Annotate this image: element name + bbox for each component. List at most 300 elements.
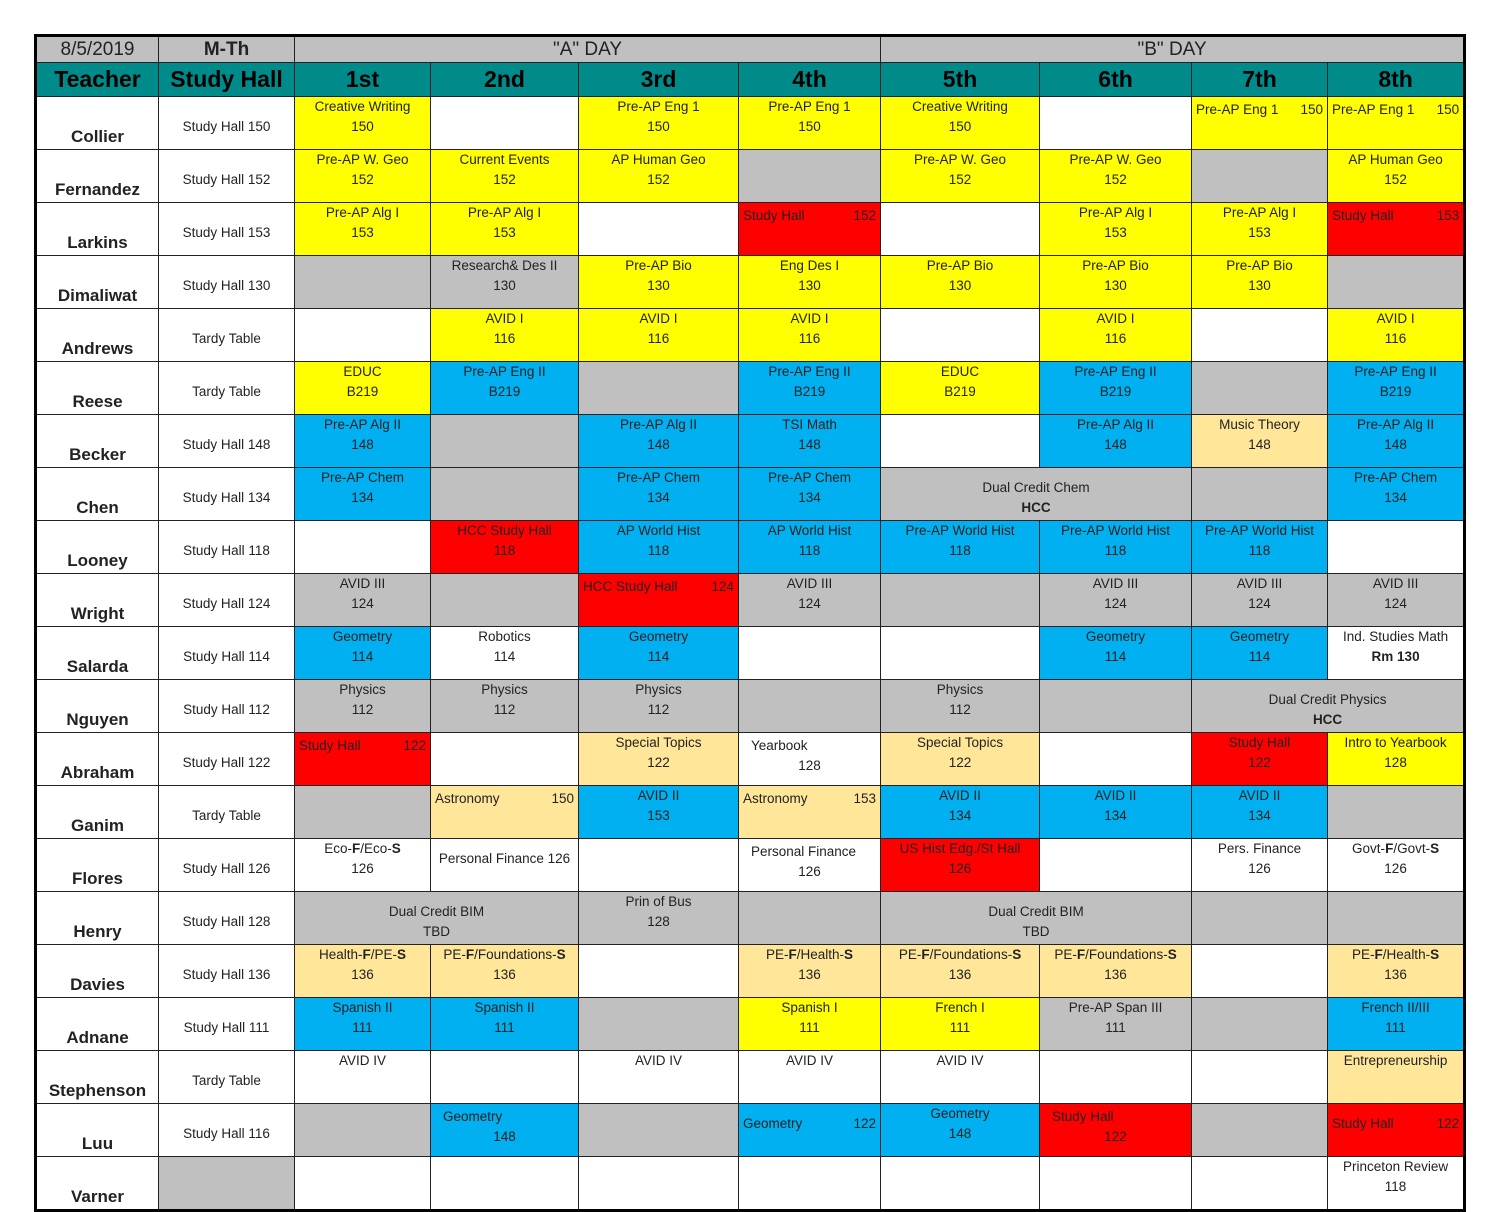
class-name-part: PE- bbox=[765, 947, 789, 962]
room-number: 116 bbox=[647, 331, 670, 346]
class-cell bbox=[1192, 574, 1328, 627]
class-cell bbox=[739, 1104, 881, 1157]
class-cell bbox=[431, 97, 579, 150]
class-cell bbox=[739, 680, 881, 733]
class-name: AVID IV bbox=[338, 1053, 386, 1068]
table-row bbox=[36, 627, 1465, 680]
room-number: 152 bbox=[493, 172, 516, 187]
class-name: Geometry bbox=[930, 1106, 990, 1121]
class-cell bbox=[881, 1157, 1040, 1211]
class-cell-content bbox=[739, 789, 880, 809]
class-name: AVID I bbox=[790, 311, 829, 326]
room-number: 136 bbox=[1384, 967, 1407, 982]
room-number: 122 bbox=[1104, 1129, 1127, 1144]
column-header-row bbox=[36, 63, 1465, 97]
class-cell bbox=[431, 998, 579, 1051]
class-name bbox=[881, 945, 1039, 965]
room-number: 116 bbox=[1384, 331, 1407, 346]
class-cell bbox=[431, 733, 579, 786]
room-number: 150 bbox=[551, 791, 574, 806]
class-name: Pre-AP Eng II bbox=[1074, 364, 1157, 379]
class-name-part: /PE- bbox=[370, 947, 398, 962]
class-name-part: /Health- bbox=[1382, 947, 1431, 962]
class-cell-content bbox=[1040, 521, 1191, 561]
class-cell bbox=[295, 521, 431, 574]
table-row bbox=[36, 415, 1465, 468]
top-header-row bbox=[36, 36, 1465, 63]
class-name: TSI Math bbox=[782, 417, 837, 432]
room-number: 150 bbox=[798, 119, 821, 134]
class-name: Pers. Finance bbox=[1217, 841, 1302, 856]
class-cell bbox=[881, 309, 1040, 362]
room-number: 128 bbox=[647, 914, 670, 929]
room-number: 152 bbox=[1384, 172, 1407, 187]
class-cell bbox=[1328, 415, 1465, 468]
class-cell bbox=[1040, 945, 1192, 998]
class-name: Pre-AP Chem bbox=[616, 470, 701, 485]
room-number: TBD bbox=[423, 924, 450, 939]
class-name: AVID I bbox=[1096, 311, 1135, 326]
class-cell-content bbox=[881, 521, 1039, 561]
class-name: Study Hall bbox=[1332, 208, 1394, 223]
room-number: B219 bbox=[944, 384, 976, 399]
room-number: B219 bbox=[1379, 384, 1412, 399]
study-hall-assignment: Study Hall 152 bbox=[159, 150, 295, 203]
class-cell bbox=[579, 945, 739, 998]
class-name: Prin of Bus bbox=[625, 894, 692, 909]
class-cell bbox=[1192, 1157, 1328, 1211]
class-cell-content bbox=[579, 309, 738, 349]
study-hall-column-header: Study Hall bbox=[159, 63, 295, 97]
class-name: Pre-AP W. Geo bbox=[1069, 152, 1162, 167]
class-cell bbox=[739, 97, 881, 150]
class-cell bbox=[739, 309, 881, 362]
class-cell-content bbox=[579, 150, 738, 190]
class-name bbox=[1328, 839, 1463, 859]
class-cell-content bbox=[1040, 945, 1191, 985]
class-cell bbox=[431, 786, 579, 839]
class-name: HCC Study Hall bbox=[457, 523, 552, 538]
schedule-days: M-Th bbox=[159, 36, 295, 63]
class-cell bbox=[739, 521, 881, 574]
room-number: 148 bbox=[1384, 437, 1407, 452]
class-inline bbox=[739, 789, 880, 809]
room-number: 150 bbox=[1300, 102, 1324, 117]
class-cell-content bbox=[579, 892, 738, 932]
class-name: Study Hall bbox=[299, 738, 361, 753]
class-cell-content bbox=[579, 680, 738, 720]
a-day-header: "A" DAY bbox=[295, 36, 881, 63]
class-name-part: S bbox=[397, 947, 407, 962]
class-cell-content bbox=[881, 945, 1039, 985]
room-number: 111 bbox=[949, 1020, 971, 1035]
class-cell-content bbox=[431, 998, 578, 1038]
class-name-part: S bbox=[391, 841, 401, 856]
class-cell bbox=[1192, 1104, 1328, 1157]
room-number: 130 bbox=[647, 278, 670, 293]
period-header: 2nd bbox=[431, 63, 579, 97]
table-row bbox=[36, 998, 1465, 1051]
room-number: 148 bbox=[351, 437, 374, 452]
class-name-part: F bbox=[465, 947, 475, 962]
class-cell-content bbox=[579, 577, 738, 597]
class-cell bbox=[1192, 97, 1328, 150]
table-row bbox=[36, 839, 1465, 892]
room-number: 128 bbox=[798, 758, 821, 773]
class-cell-content bbox=[881, 733, 1039, 773]
room-number: 130 bbox=[798, 278, 821, 293]
class-name: EDUC bbox=[343, 364, 382, 379]
class-cell-content bbox=[881, 97, 1039, 137]
class-name: Research& Des II bbox=[451, 258, 558, 273]
class-cell bbox=[431, 150, 579, 203]
class-cell-content bbox=[739, 1051, 880, 1071]
class-name: AVID III bbox=[1092, 576, 1139, 591]
class-cell bbox=[1328, 998, 1465, 1051]
class-cell-content bbox=[431, 789, 578, 809]
class-cell bbox=[1192, 203, 1328, 256]
class-cell bbox=[295, 574, 431, 627]
class-cell-content bbox=[579, 415, 738, 455]
class-name: Pre-AP Bio bbox=[1226, 258, 1293, 273]
room-number: 130 bbox=[493, 278, 516, 293]
class-cell-content bbox=[431, 256, 578, 296]
class-name-part: Eco- bbox=[324, 841, 352, 856]
class-name: Pre-AP Alg II bbox=[1077, 417, 1155, 432]
class-name: Pre-AP Bio bbox=[926, 258, 994, 273]
class-name: Astronomy bbox=[435, 791, 500, 806]
class-name: US Hist Edg./St Hall bbox=[899, 841, 1021, 856]
teacher-name: Reese bbox=[36, 362, 159, 415]
class-cell bbox=[1328, 1157, 1465, 1211]
room-number: 124 bbox=[1384, 596, 1407, 611]
class-cell bbox=[739, 574, 881, 627]
room-number: 148 bbox=[798, 437, 821, 452]
study-hall-assignment: Tardy Table bbox=[159, 786, 295, 839]
class-name: AVID I bbox=[639, 311, 678, 326]
class-cell bbox=[1040, 680, 1192, 733]
class-cell bbox=[579, 521, 739, 574]
room-number: 122 bbox=[853, 1116, 877, 1131]
class-name: Pre-AP Alg I bbox=[325, 205, 400, 220]
room-number: 152 bbox=[853, 208, 877, 223]
study-hall-assignment: Study Hall 124 bbox=[159, 574, 295, 627]
class-cell bbox=[739, 203, 881, 256]
class-name-part: F bbox=[351, 841, 361, 856]
class-name: Pre-AP Chem bbox=[768, 470, 852, 485]
class-cell-content bbox=[739, 574, 880, 614]
class-cell bbox=[1328, 1051, 1465, 1104]
table-row bbox=[36, 309, 1465, 362]
room-number: 111 bbox=[1385, 1020, 1406, 1035]
class-cell-content bbox=[295, 945, 430, 985]
class-cell bbox=[579, 786, 739, 839]
class-cell bbox=[295, 892, 579, 945]
class-cell bbox=[579, 1051, 739, 1104]
study-hall-assignment: Study Hall 118 bbox=[159, 521, 295, 574]
class-name: Pre-AP Alg I bbox=[467, 205, 542, 220]
class-inline bbox=[739, 1114, 880, 1134]
class-name-part: /Foundations- bbox=[929, 947, 1013, 962]
teacher-name: Varner bbox=[36, 1157, 159, 1211]
room-number: 130 bbox=[1248, 278, 1271, 293]
class-cell bbox=[1328, 256, 1465, 309]
class-cell bbox=[1328, 574, 1465, 627]
class-cell bbox=[1040, 839, 1192, 892]
room-number: 116 bbox=[798, 331, 821, 346]
teacher-name: Davies bbox=[36, 945, 159, 998]
class-cell-content bbox=[739, 468, 880, 508]
class-cell bbox=[881, 1104, 1040, 1157]
class-name: Study Hall bbox=[1228, 735, 1291, 750]
class-cell-content bbox=[881, 478, 1191, 518]
room-number: 114 bbox=[647, 649, 670, 664]
room-number: 128 bbox=[1384, 755, 1407, 770]
table-row bbox=[36, 362, 1465, 415]
schedule-table bbox=[34, 34, 1466, 1212]
class-name: Dual Credit BIM bbox=[988, 904, 1084, 919]
class-cell bbox=[1192, 945, 1328, 998]
class-name: Geometry bbox=[1085, 629, 1146, 644]
class-name: Pre-AP Chem bbox=[1354, 470, 1438, 485]
class-cell bbox=[739, 256, 881, 309]
class-cell bbox=[579, 256, 739, 309]
class-name-part: S bbox=[556, 947, 566, 962]
class-cell bbox=[579, 892, 739, 945]
table-row bbox=[36, 786, 1465, 839]
class-cell-content bbox=[295, 97, 430, 137]
table-row bbox=[36, 1157, 1465, 1211]
room-number: 126 bbox=[351, 861, 374, 876]
class-name: Pre-AP World Hist bbox=[1205, 523, 1315, 538]
room-number: 134 bbox=[1384, 490, 1407, 505]
class-name: Geometry bbox=[743, 1116, 803, 1131]
class-cell bbox=[295, 945, 431, 998]
class-name-part: /Foundations- bbox=[1085, 947, 1168, 962]
class-name-part: S bbox=[1430, 947, 1440, 962]
class-cell bbox=[1328, 1104, 1465, 1157]
class-name: Dual Credit Chem bbox=[982, 480, 1090, 495]
room-number: 134 bbox=[1248, 808, 1271, 823]
class-cell-content bbox=[881, 256, 1039, 296]
room-number: B219 bbox=[1099, 384, 1132, 399]
study-hall-assignment: Study Hall 136 bbox=[159, 945, 295, 998]
class-name-part: S bbox=[844, 947, 854, 962]
class-cell bbox=[739, 1157, 881, 1211]
class-name: Study Hall bbox=[1332, 1116, 1394, 1131]
room-number: 130 bbox=[948, 278, 972, 293]
class-cell-content bbox=[1328, 627, 1463, 667]
class-name: AVID II bbox=[1094, 788, 1137, 803]
class-cell-content bbox=[1040, 1107, 1191, 1147]
room-number: 136 bbox=[493, 967, 516, 982]
class-name: Pre-AP Alg I bbox=[1222, 205, 1297, 220]
room-number: 116 bbox=[1104, 331, 1127, 346]
class-cell-content bbox=[579, 97, 738, 137]
room-number: 114 bbox=[493, 649, 516, 664]
class-cell-content bbox=[579, 521, 738, 561]
class-name-part: PE- bbox=[898, 947, 922, 962]
class-cell-content bbox=[881, 786, 1039, 826]
study-hall-assignment: Study Hall 148 bbox=[159, 415, 295, 468]
room-number: 126 bbox=[1384, 861, 1407, 876]
room-number: 148 bbox=[1104, 437, 1127, 452]
class-cell-content bbox=[881, 902, 1191, 942]
room-number: 153 bbox=[1436, 208, 1460, 223]
class-name: Special Topics bbox=[615, 735, 702, 750]
class-name: French II/III bbox=[1361, 1000, 1430, 1015]
class-cell bbox=[579, 998, 739, 1051]
room-number: 126 bbox=[798, 864, 821, 879]
class-name-part: /Foundations- bbox=[474, 947, 557, 962]
class-cell-content bbox=[295, 902, 578, 942]
class-name-part: PE- bbox=[1054, 947, 1077, 962]
class-cell bbox=[739, 945, 881, 998]
class-cell bbox=[881, 521, 1040, 574]
study-hall-assignment: Study Hall 116 bbox=[159, 1104, 295, 1157]
class-name-part: Health- bbox=[318, 947, 363, 962]
class-name-part: /Eco- bbox=[360, 841, 392, 856]
class-cell-content bbox=[295, 998, 430, 1038]
class-cell bbox=[1040, 521, 1192, 574]
class-cell bbox=[881, 1051, 1040, 1104]
class-cell bbox=[1192, 468, 1328, 521]
class-name: AP Human Geo bbox=[611, 152, 706, 167]
class-cell-content bbox=[1328, 998, 1463, 1038]
period-header: 3rd bbox=[579, 63, 739, 97]
room-number: 118 bbox=[1248, 543, 1271, 558]
room-number: HCC bbox=[1312, 712, 1343, 727]
class-cell bbox=[431, 468, 579, 521]
class-cell bbox=[881, 362, 1040, 415]
class-name bbox=[431, 945, 578, 965]
class-cell bbox=[1328, 150, 1465, 203]
class-name: Personal Finance bbox=[751, 844, 857, 859]
class-cell bbox=[881, 627, 1040, 680]
study-hall-assignment: Study Hall 114 bbox=[159, 627, 295, 680]
class-name-part: S bbox=[1012, 947, 1022, 962]
class-name: Current Events bbox=[459, 152, 550, 167]
room-number: 136 bbox=[948, 967, 972, 982]
class-inline bbox=[1328, 100, 1463, 120]
class-cell-content bbox=[1192, 690, 1463, 730]
room-number: 153 bbox=[351, 225, 374, 240]
class-cell-content bbox=[739, 206, 880, 226]
room-number: 112 bbox=[949, 702, 971, 717]
class-name bbox=[1040, 945, 1191, 965]
class-cell bbox=[295, 203, 431, 256]
class-cell bbox=[881, 786, 1040, 839]
room-number: B219 bbox=[793, 384, 826, 399]
class-cell bbox=[579, 362, 739, 415]
class-name: Pre-AP Eng II bbox=[463, 364, 546, 379]
class-cell-content bbox=[1192, 415, 1327, 455]
room-number: 153 bbox=[1104, 225, 1127, 240]
class-cell bbox=[579, 309, 739, 362]
class-name: AVID II bbox=[637, 788, 680, 803]
class-cell-content bbox=[1328, 1114, 1463, 1134]
class-name: Dual Credit Physics bbox=[1268, 692, 1387, 707]
class-cell bbox=[579, 203, 739, 256]
room-number: 124 bbox=[351, 596, 374, 611]
class-cell bbox=[295, 680, 431, 733]
class-cell-content bbox=[295, 415, 430, 455]
class-cell bbox=[295, 733, 431, 786]
class-name: Pre-AP Alg II bbox=[1357, 417, 1435, 432]
class-cell-content bbox=[1192, 100, 1327, 120]
teacher-name: Wright bbox=[36, 574, 159, 627]
class-name: Entrepreneurship bbox=[1343, 1053, 1448, 1068]
class-cell-content bbox=[431, 150, 578, 190]
room-number: 134 bbox=[1104, 808, 1127, 823]
class-name: AVID IV bbox=[634, 1053, 682, 1068]
class-cell bbox=[739, 627, 881, 680]
room-number: 122 bbox=[1436, 1116, 1460, 1131]
room-number: 153 bbox=[647, 808, 670, 823]
class-cell bbox=[579, 468, 739, 521]
class-cell-content bbox=[1328, 1157, 1463, 1197]
study-hall-assignment: Tardy Table bbox=[159, 362, 295, 415]
class-cell-content bbox=[739, 309, 880, 349]
class-cell-content bbox=[1192, 733, 1327, 773]
teacher-column-header: Teacher bbox=[36, 63, 159, 97]
class-cell-content bbox=[1328, 839, 1463, 879]
class-cell bbox=[739, 415, 881, 468]
class-name: Pre-AP Eng 1 bbox=[768, 99, 851, 114]
period-header: 6th bbox=[1040, 63, 1192, 97]
class-cell bbox=[295, 627, 431, 680]
table-row bbox=[36, 97, 1465, 150]
class-cell bbox=[1328, 468, 1465, 521]
class-cell-content bbox=[1040, 203, 1191, 243]
class-name: Pre-AP World Hist bbox=[905, 523, 1015, 538]
class-cell-content bbox=[579, 786, 738, 826]
class-cell-content bbox=[1040, 627, 1191, 667]
class-name: Intro to Yearbook bbox=[1344, 735, 1447, 750]
class-name: AVID IV bbox=[936, 1053, 984, 1068]
class-cell bbox=[739, 733, 881, 786]
class-cell-content bbox=[881, 1051, 1039, 1071]
class-cell bbox=[1192, 362, 1328, 415]
class-name: Geometry bbox=[1229, 629, 1290, 644]
class-name: Pre-AP Eng 1 bbox=[1196, 102, 1279, 117]
class-cell bbox=[1192, 892, 1328, 945]
class-name: Pre-AP W. Geo bbox=[914, 152, 1007, 167]
period-header: 1st bbox=[295, 63, 431, 97]
class-name: Pre-AP Alg I bbox=[1078, 205, 1153, 220]
class-cell bbox=[881, 97, 1040, 150]
teacher-name: Collier bbox=[36, 97, 159, 150]
class-cell-content bbox=[431, 203, 578, 243]
class-cell-content bbox=[1192, 521, 1327, 561]
class-name-part: /Health- bbox=[796, 947, 845, 962]
class-cell-content bbox=[431, 627, 578, 667]
class-cell-content bbox=[295, 203, 430, 243]
class-name: Pre-AP Chem bbox=[320, 470, 405, 485]
class-cell bbox=[431, 627, 579, 680]
teacher-name: Nguyen bbox=[36, 680, 159, 733]
teacher-name: Adnane bbox=[36, 998, 159, 1051]
room-number: 124 bbox=[1248, 596, 1271, 611]
room-number: 134 bbox=[798, 490, 821, 505]
room-number: 116 bbox=[493, 331, 516, 346]
class-inline bbox=[579, 577, 738, 597]
class-name: Robotics bbox=[478, 629, 531, 644]
class-inline bbox=[1328, 206, 1463, 226]
class-cell-content bbox=[1328, 574, 1463, 614]
study-hall-assignment: Study Hall 122 bbox=[159, 733, 295, 786]
class-name: Pre-AP Eng 1 bbox=[617, 99, 700, 114]
